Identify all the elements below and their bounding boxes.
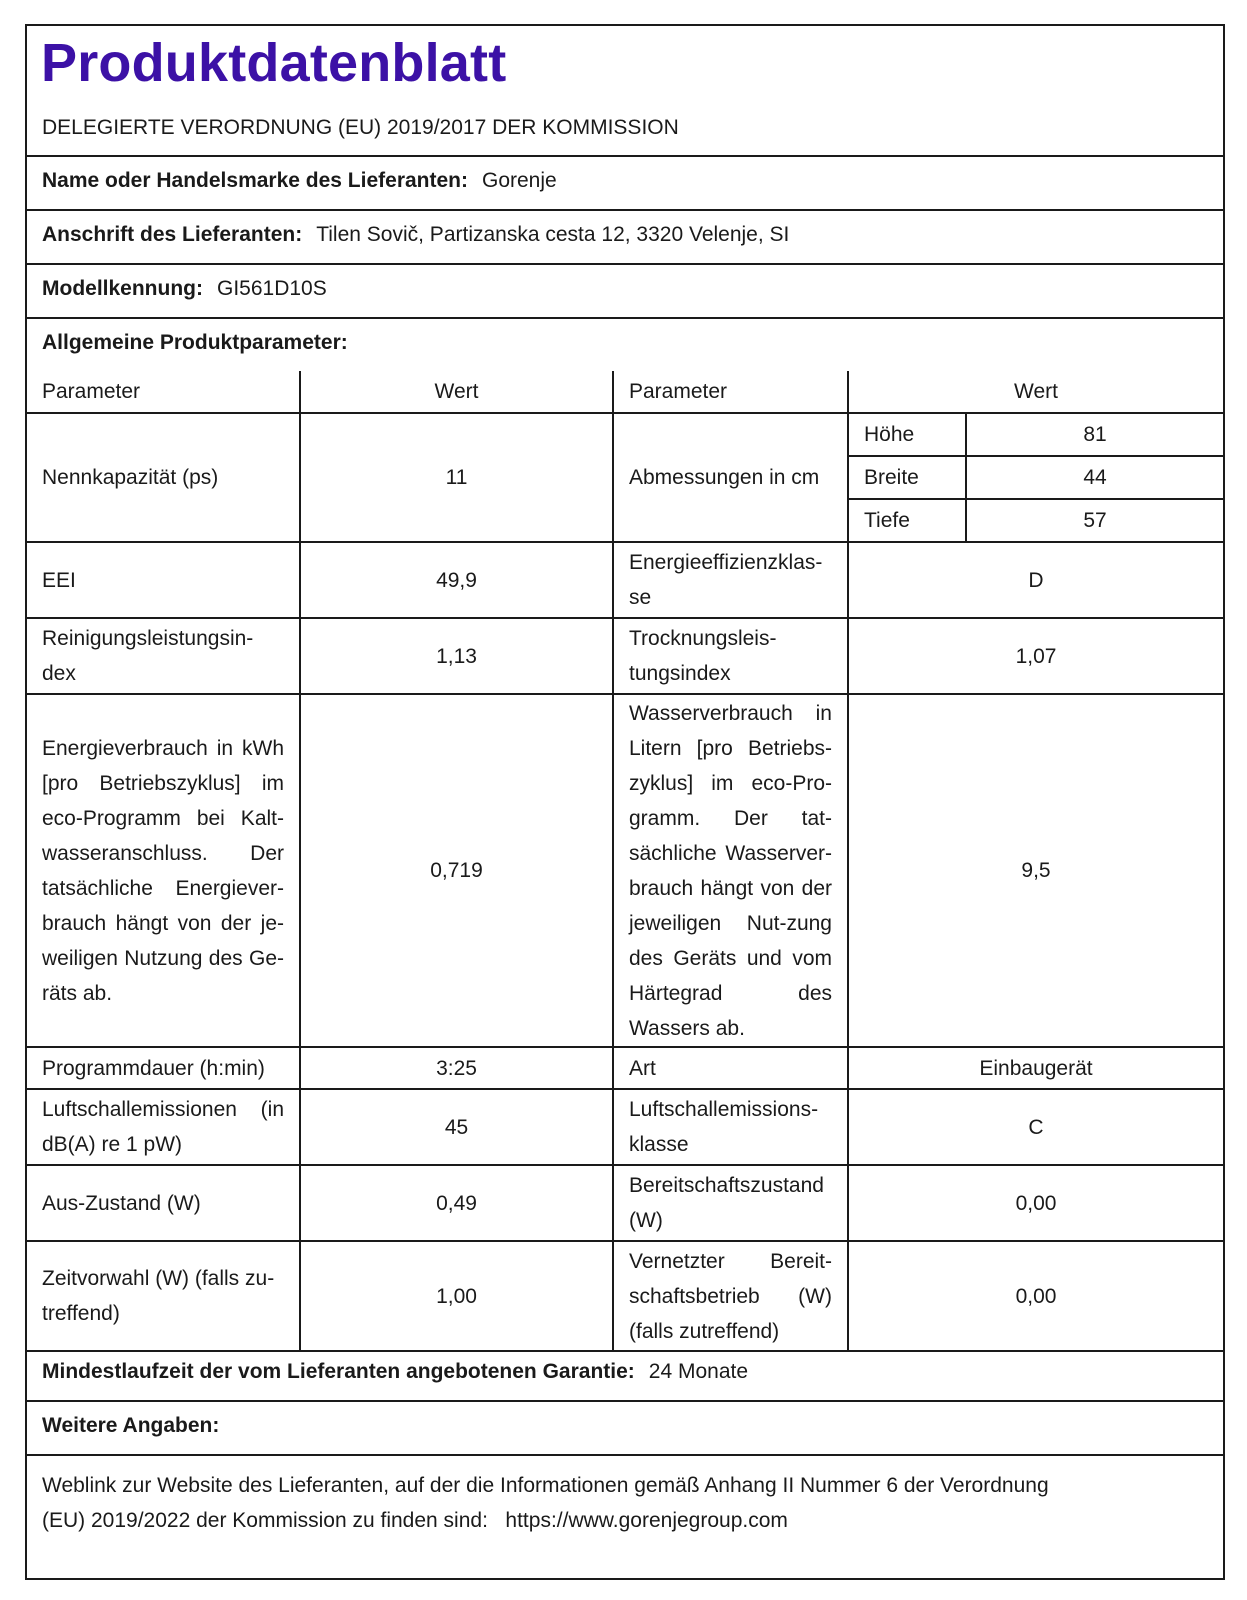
supplier-name-label: Name oder Handelsmarke des Lieferanten: — [42, 169, 468, 192]
warranty-row — [27, 1348, 1223, 1402]
off-mode-value: 0,49 — [300, 1165, 613, 1241]
noise-emissions-label: Luftschallemissionen (in dB(A) re 1 pW) — [27, 1089, 300, 1165]
table-row — [27, 618, 1223, 694]
parameter-table — [27, 371, 1223, 1352]
table-row — [27, 1241, 1223, 1351]
width-label: Breite — [849, 456, 966, 499]
noise-class-label: Luftschallemissions-klasse — [613, 1089, 848, 1165]
program-duration-label: Programmdauer (h:min) — [27, 1047, 300, 1089]
cleaning-index-value: 1,13 — [300, 618, 613, 694]
width-value: 44 — [966, 456, 1223, 499]
dimensions-table — [849, 414, 1223, 541]
further-info-row — [27, 1402, 1223, 1456]
networked-standby-label: Vernetzter Bereit-schaftsbetrieb (W) (falls zutreffend) — [613, 1241, 848, 1351]
table-row — [27, 542, 1223, 618]
supplier-name-row — [27, 157, 1223, 211]
table-row — [27, 1165, 1223, 1241]
height-value: 81 — [966, 414, 1223, 456]
header-value-2: Wert — [848, 371, 1223, 413]
weblink-url[interactable]: https://www.gorenjegroup.com — [505, 1509, 788, 1532]
noise-class-value: C — [848, 1089, 1223, 1165]
type-label: Art — [613, 1047, 848, 1089]
further-info-label: Weitere Angaben: — [42, 1414, 220, 1437]
drying-index-value: 1,07 — [848, 618, 1223, 694]
warranty-label: Mindestlaufzeit der vom Lieferanten angebotenen Garantie: — [42, 1360, 635, 1383]
table-row — [27, 413, 1223, 542]
depth-label: Tiefe — [849, 499, 966, 541]
model-value: GI561D10S — [217, 277, 327, 300]
dimensions-cell — [848, 413, 1223, 542]
table-row — [27, 1089, 1223, 1165]
noise-emissions-value: 45 — [300, 1089, 613, 1165]
weblink-row — [27, 1456, 1223, 1578]
table-header-row — [27, 371, 1223, 413]
regulation-subtitle: DELEGIERTE VERORDNUNG (EU) 2019/2017 DER KOMMISSION — [42, 116, 679, 139]
supplier-name-value: Gorenje — [482, 169, 557, 192]
efficiency-class-value: D — [848, 542, 1223, 618]
delay-start-value: 1,00 — [300, 1241, 613, 1351]
header-section — [27, 26, 1223, 157]
eei-label: EEI — [27, 542, 300, 618]
capacity-value: 11 — [300, 413, 613, 542]
capacity-label: Nennkapazität (ps) — [27, 413, 300, 542]
supplier-address-row — [27, 211, 1223, 265]
weblink-text-line2: (EU) 2019/2022 der Kommission zu finden sind: — [42, 1509, 488, 1532]
networked-standby-value: 0,00 — [848, 1241, 1223, 1351]
weblink-text-line1: Weblink zur Website des Lieferanten, auf der die Informationen gemäß Anhang II Nummer 6 der Verordnung — [42, 1474, 1049, 1497]
program-duration-value: 3:25 — [300, 1047, 613, 1089]
water-consumption-label: Wasserverbrauch in Litern [pro Betriebs-zyklus] im eco-Pro-gramm. Der tat-sächliche Wasserver-brauch hängt von der jeweiligen Nut-zung des Geräts und vom Härtegrad des Wassers ab. — [613, 694, 848, 1047]
supplier-address-value: Tilen Sovič, Partizanska cesta 12, 3320 Velenje, SI — [316, 223, 790, 246]
eei-value: 49,9 — [300, 542, 613, 618]
efficiency-class-label: Energieeffizienzklas-se — [613, 542, 848, 618]
height-label: Höhe — [849, 414, 966, 456]
drying-index-label: Trocknungsleis-tungsindex — [613, 618, 848, 694]
model-label: Modellkennung: — [42, 277, 203, 300]
standby-value: 0,00 — [848, 1165, 1223, 1241]
dimensions-label: Abmessungen in cm — [613, 413, 848, 542]
header-value-1: Wert — [300, 371, 613, 413]
cleaning-index-label: Reinigungsleistungsin-dex — [27, 618, 300, 694]
standby-label: Bereitschaftszustand (W) — [613, 1165, 848, 1241]
general-params-label: Allgemeine Produktparameter: — [42, 331, 348, 354]
energy-consumption-value: 0,719 — [300, 694, 613, 1047]
page-title: Produktdatenblatt — [41, 33, 507, 93]
table-row — [27, 694, 1223, 1047]
warranty-value: 24 Monate — [648, 1360, 749, 1383]
supplier-address-label: Anschrift des Lieferanten: — [42, 223, 303, 246]
depth-value: 57 — [1083, 509, 1107, 532]
type-value: Einbaugerät — [848, 1047, 1223, 1089]
product-data-sheet — [25, 24, 1225, 1580]
off-mode-label: Aus-Zustand (W) — [27, 1165, 300, 1241]
general-params-row — [27, 319, 1223, 373]
water-consumption-value: 9,5 — [848, 694, 1223, 1047]
model-row — [27, 265, 1223, 319]
delay-start-label: Zeitvorwahl (W) (falls zu-treffend) — [27, 1241, 300, 1351]
header-parameter-1: Parameter — [27, 371, 300, 413]
header-parameter-2: Parameter — [613, 371, 848, 413]
energy-consumption-label: Energieverbrauch in kWh [pro Betriebszyklus] im eco-Programm bei Kalt-wasseranschluss. Der tatsächliche Energiever-brauch hängt von der je-weiligen Nutzung des Ge-räts ab. — [27, 694, 300, 1047]
table-row — [27, 1047, 1223, 1089]
